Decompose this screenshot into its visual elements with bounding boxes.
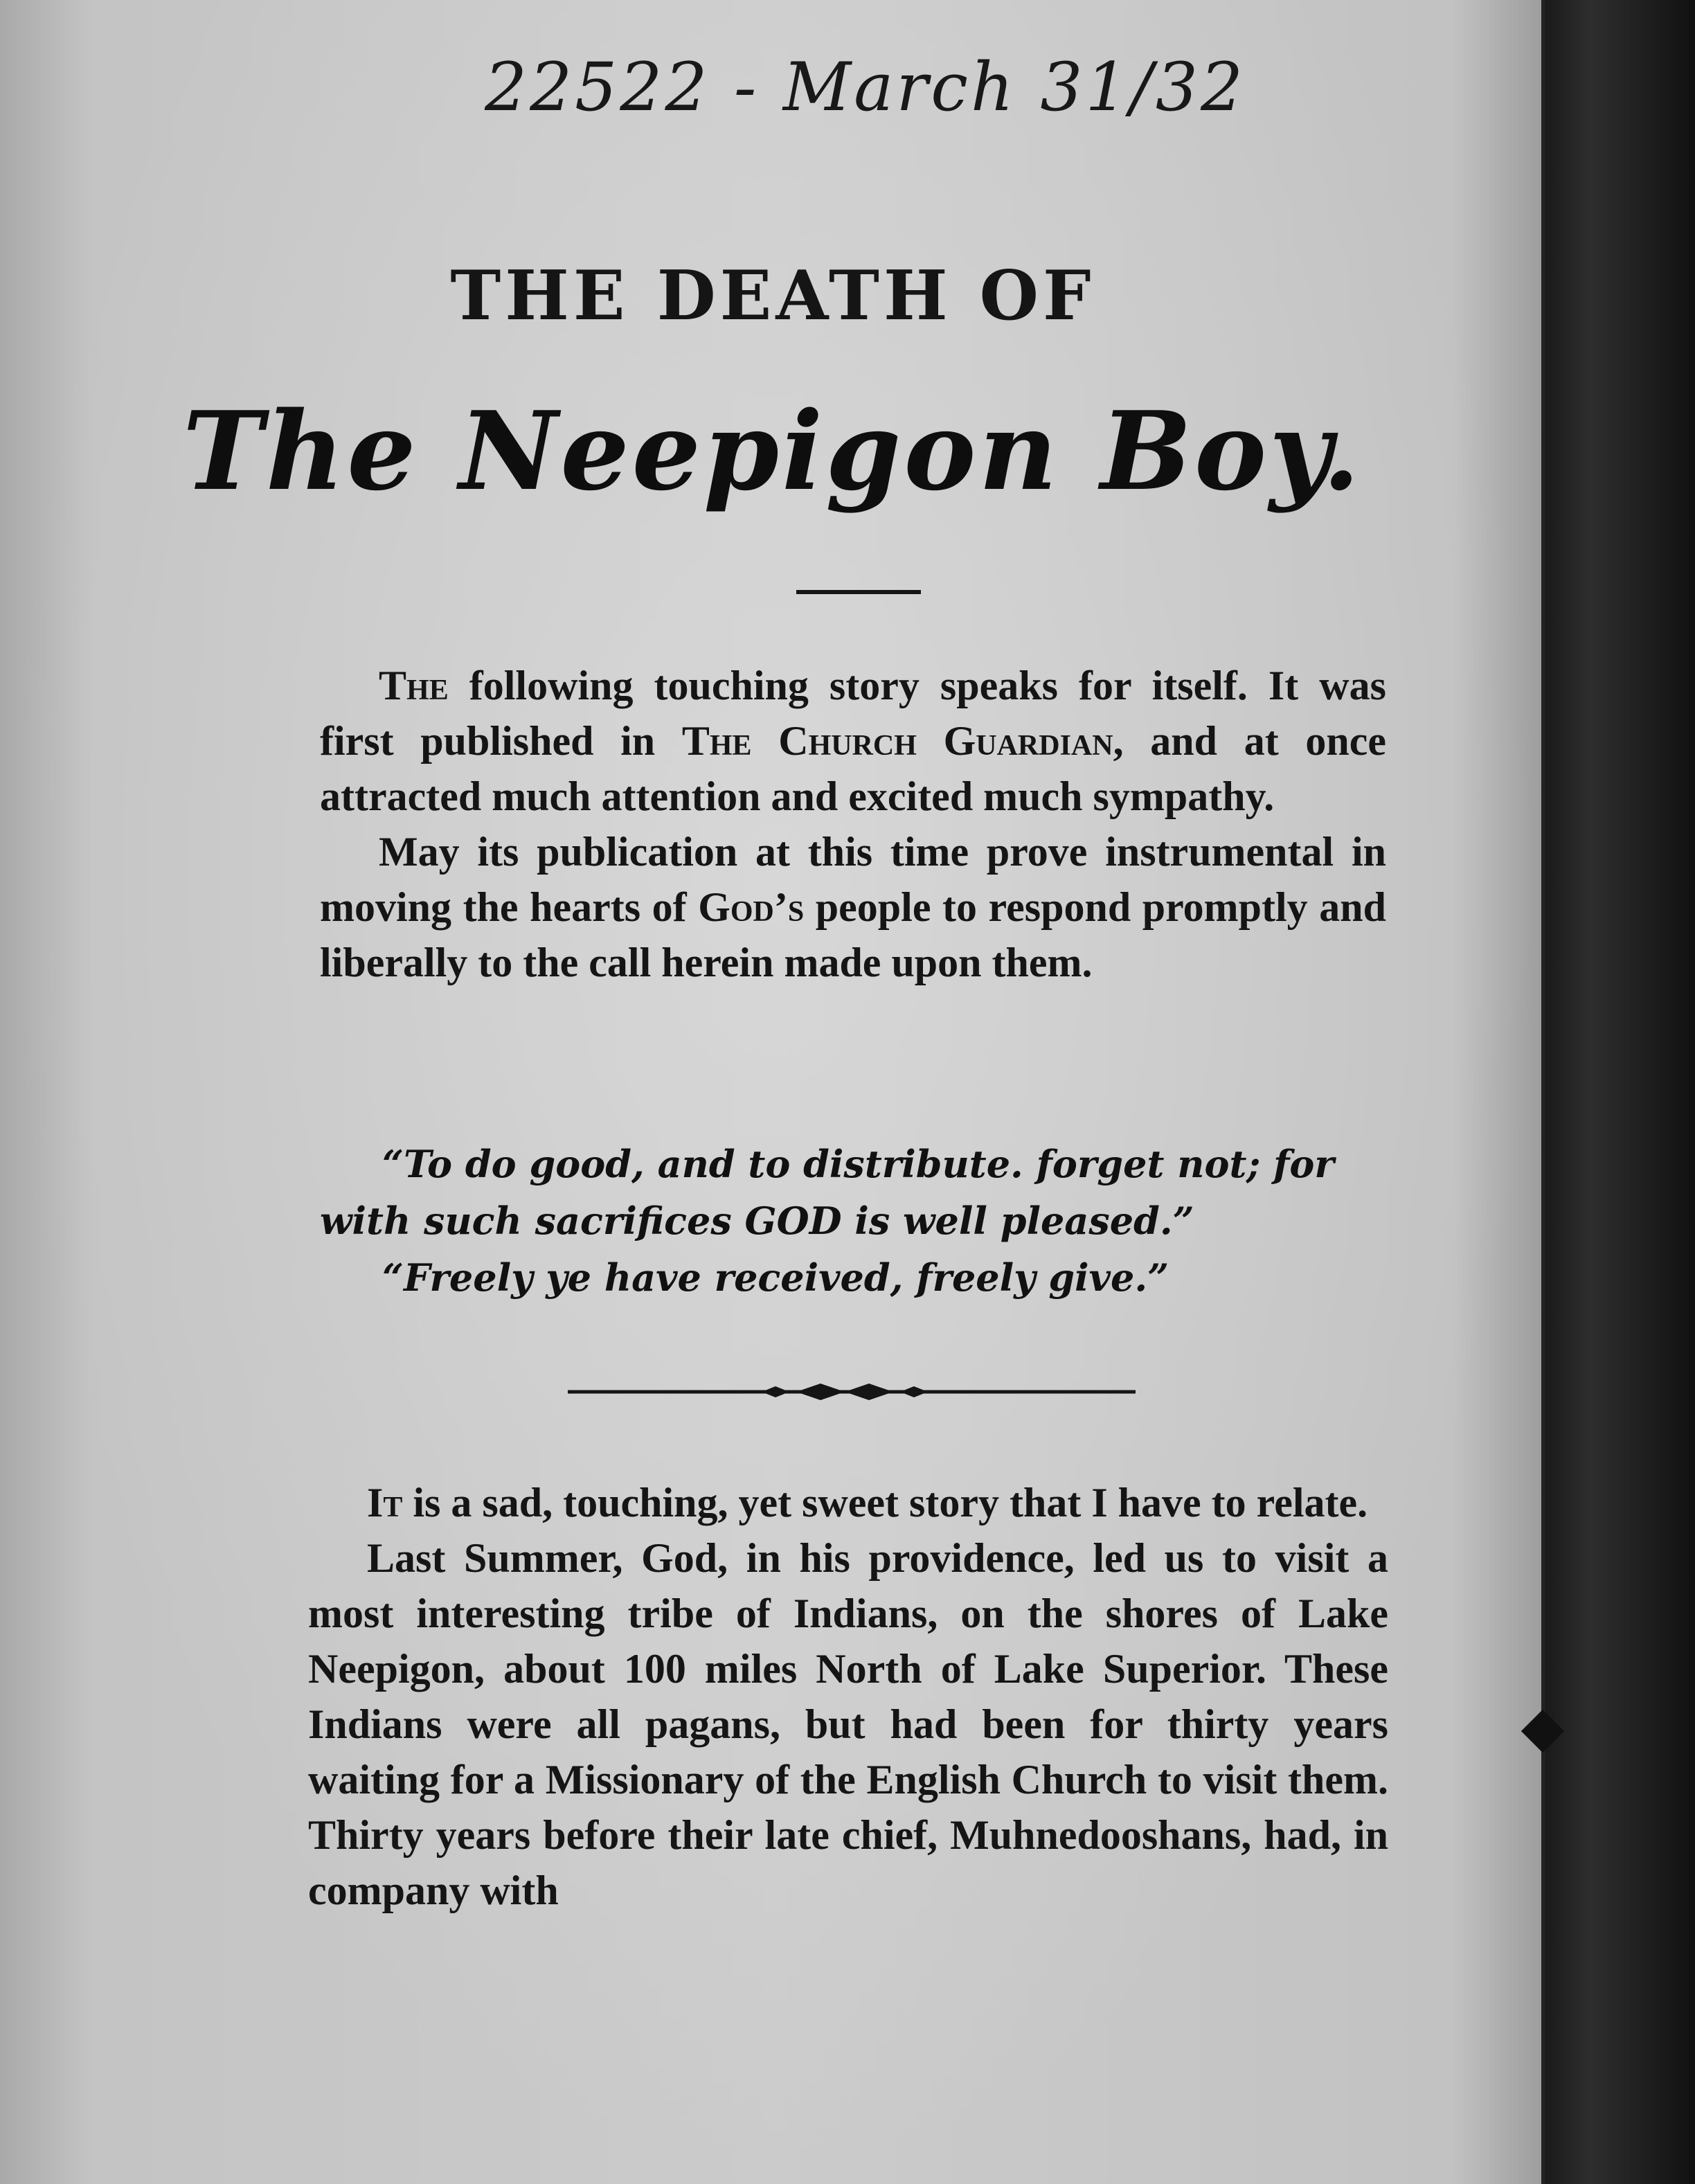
intro-text-1b: , and at once attracted much attention and excited much sympathy. — [320, 718, 1386, 819]
intro-text-2a: May its publication at this time prove instrumental in moving the hearts of — [320, 829, 1386, 930]
intro-text-2b: people to respond promptly and liberally to the call herein made upon them. — [320, 884, 1386, 985]
publication-name: The Church Guardian — [681, 718, 1113, 764]
intro-paragraph-1 — [320, 658, 1386, 824]
god-word: God’s — [698, 884, 805, 930]
binding-edge — [1545, 0, 1695, 2184]
title-line-2: The Neepigon Boy. — [182, 388, 1363, 514]
intro-lead-word: The — [379, 663, 449, 708]
story-text-1: is a sad, touching, yet sweet story that I have to relate. — [402, 1480, 1368, 1525]
story-paragraph-1 — [308, 1475, 1388, 1530]
title-line-1: THE DEATH OF — [450, 256, 1095, 336]
binding-line — [1541, 0, 1545, 2184]
title-rule — [796, 590, 921, 594]
handwritten-annotation: 22522 - March 31/32 — [485, 48, 1246, 126]
story-lead-word: It — [367, 1480, 403, 1525]
scripture-quote-1: “To do good, and to distribute. forget not; for with such sacrifices GOD is well pleased.” — [320, 1142, 1334, 1243]
intro-paragraph-2 — [320, 824, 1386, 990]
intro-section — [320, 658, 1386, 990]
ornamental-divider — [568, 1378, 1136, 1406]
story-section — [308, 1475, 1388, 1918]
scripture-quotes — [320, 1136, 1386, 1306]
scripture-quote-2: “Freely ye have received, freely give.” — [382, 1255, 1169, 1300]
story-paragraph-2: Last Summer, God, in his providence, led us to visit a most interesting tribe of Indians, on the shores of Lake Neepigon, about 100 miles North of Lake Superior. These Indians were all pagans, but had been for thirty years waiting for a Missionary of the English Church to visit them. Thirty years before their late chief, Muhnedooshans, had, in company with — [308, 1535, 1388, 1913]
intro-text-1a: following touching story speaks for itself. It was first published in — [320, 663, 1386, 764]
